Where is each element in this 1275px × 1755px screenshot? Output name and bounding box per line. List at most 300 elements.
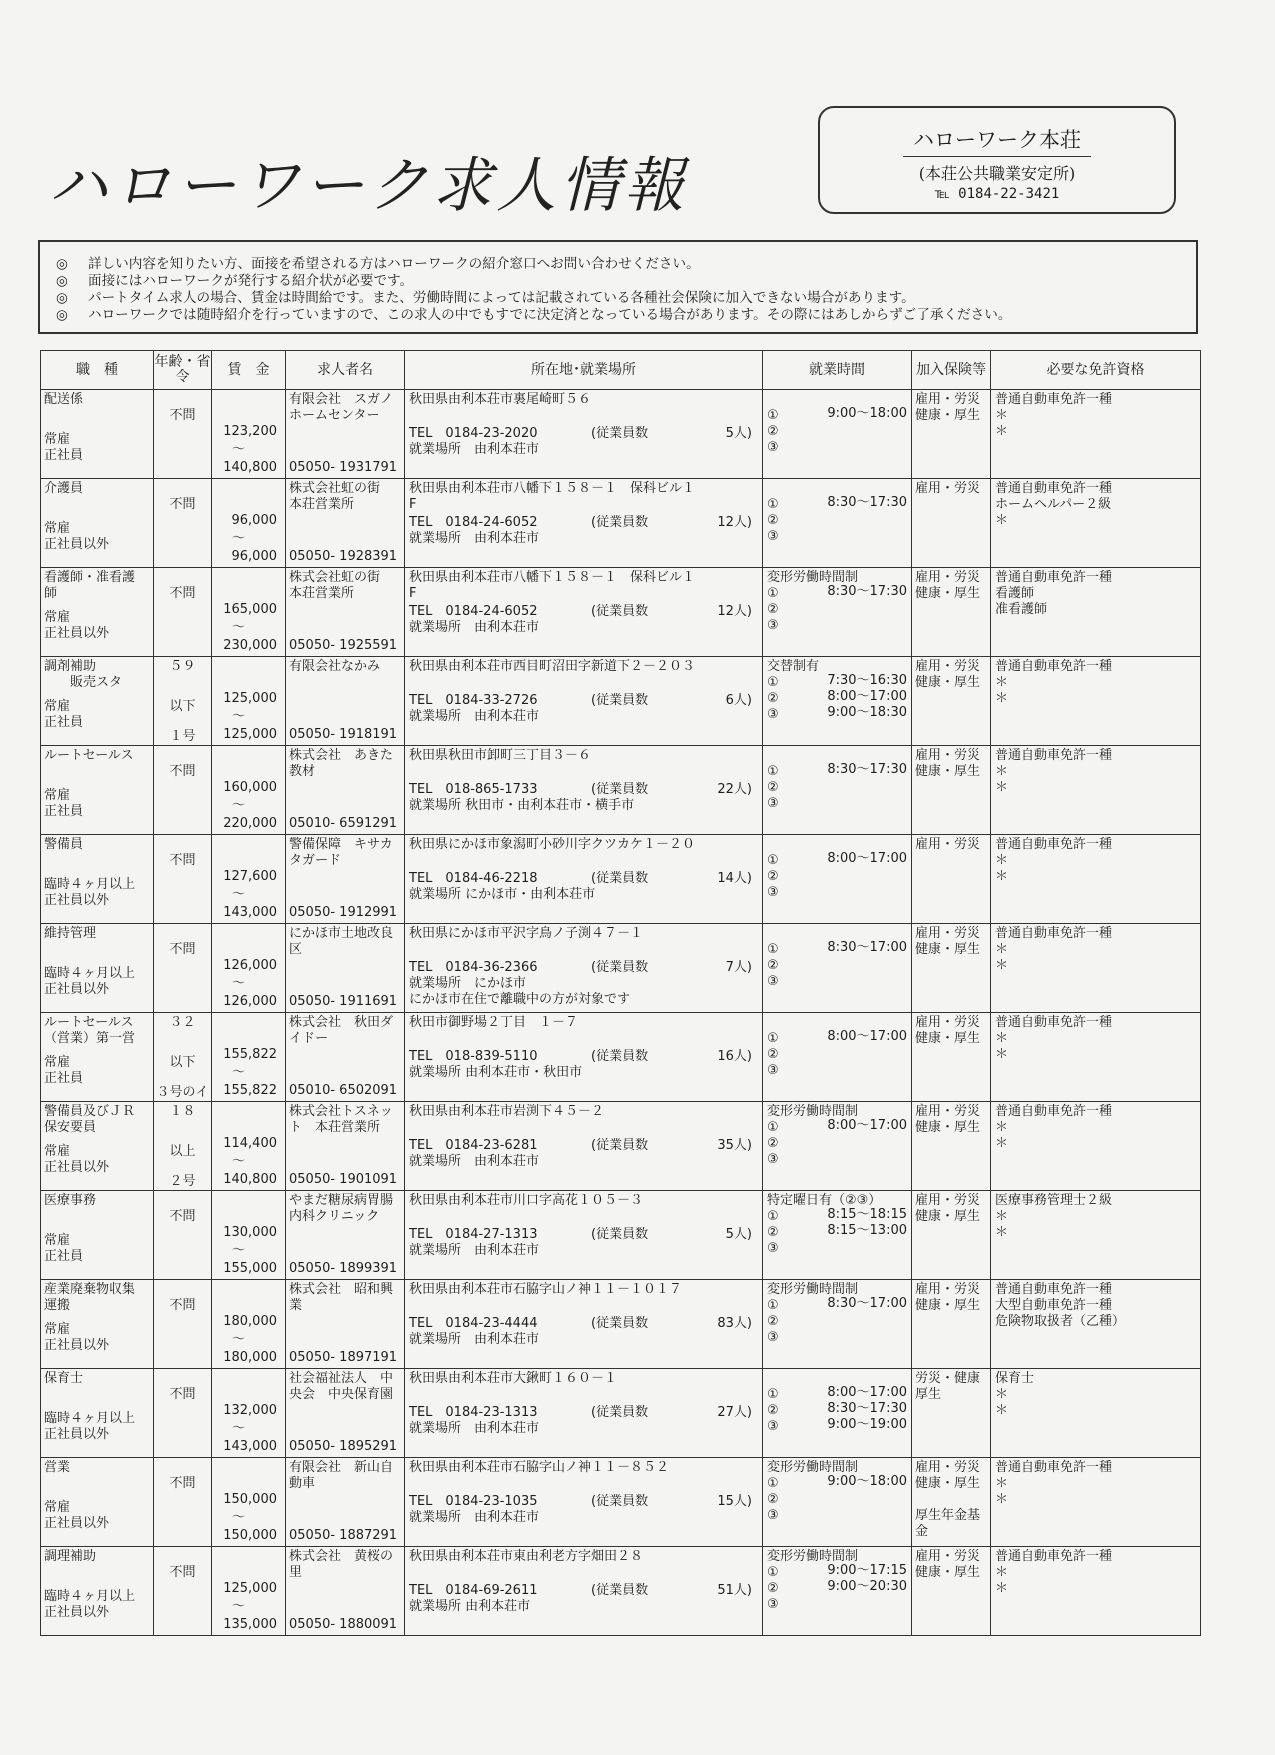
employer-name: 有限会社 スガノホームセンター	[289, 392, 394, 423]
license-item: ＊	[995, 1403, 1009, 1418]
insurance-line: 健康・厚生	[915, 1031, 981, 1046]
employment-type: 常雇	[44, 1500, 71, 1515]
employer-cell	[286, 1102, 405, 1191]
insurance-cell	[912, 479, 991, 568]
employer-cell	[286, 1191, 405, 1280]
age-none: 不問	[169, 764, 196, 779]
table-row	[41, 390, 1201, 479]
employer-name: 株式会社トスネット 本荘営業所	[289, 1104, 393, 1135]
employment-status: 正社員	[44, 1249, 84, 1264]
employment-status: 正社員以外	[44, 893, 110, 908]
insurance-line: 雇用・労災	[915, 1015, 981, 1030]
phone: TEL 0184-24-6052	[409, 604, 538, 619]
license-item: 普通自動車免許一種	[995, 659, 1113, 674]
job-number: 05050- 1897191	[289, 1350, 398, 1365]
staff-label: (従業員数	[591, 1405, 649, 1420]
employer-cell	[286, 924, 405, 1013]
phone: TEL 0184-27-1313	[409, 1227, 538, 1242]
license-item: ＊	[995, 1209, 1009, 1224]
employer-name: 社会福祉法人 中央会 中央保育園	[289, 1371, 394, 1402]
job-cell	[41, 1191, 154, 1280]
license-item: 普通自動車免許一種	[995, 1015, 1113, 1030]
job-title: 産業廃棄物収集	[44, 1282, 136, 1297]
double-circle-icon: ◎	[56, 307, 68, 323]
shift-marker: ②	[767, 513, 779, 528]
staff-count: 5人)	[725, 426, 752, 441]
age-none: 不問	[169, 1387, 196, 1402]
workplace: 就業場所 由利本荘市	[409, 442, 540, 457]
address-cell	[405, 746, 763, 835]
phone: TEL 0184-36-2366	[409, 960, 538, 975]
age-ordinance: ３号のイ	[156, 1085, 209, 1100]
shift-marker: ①	[767, 1031, 779, 1046]
phone: TEL 0184-23-1035	[409, 1494, 538, 1509]
employer-cell	[286, 568, 405, 657]
workplace: 就業場所 由利本荘市・秋田市	[409, 1065, 583, 1080]
address-cell	[405, 568, 763, 657]
job-cell	[41, 568, 154, 657]
address-cell	[405, 1547, 763, 1636]
job-number: 05050- 1901091	[289, 1172, 398, 1187]
license-item: ＊	[995, 675, 1009, 690]
employment-status: 正社員以外	[44, 1338, 110, 1353]
employer-name: 株式会社 昭和興業	[289, 1282, 394, 1313]
license-item: 普通自動車免許一種	[995, 570, 1113, 585]
notice-item	[56, 256, 1196, 273]
age-cell	[154, 746, 212, 835]
office-phone: ℡ 0184-22-3421	[934, 186, 1060, 202]
employer-cell	[286, 657, 405, 746]
insurance-line: 雇用・労災	[915, 1460, 981, 1475]
wage-min: 126,000	[223, 958, 277, 973]
table-row	[41, 1280, 1201, 1369]
shift-marker: ②	[767, 1403, 779, 1418]
header-job: 職 種	[41, 351, 154, 390]
wage-min: 123,200	[223, 424, 277, 439]
shift-time: 8:30〜17:30	[827, 762, 907, 777]
workplace: 就業場所 由利本荘市	[409, 1154, 540, 1169]
job-title-cont: 販売スタ	[44, 675, 123, 690]
employment-type: 常雇	[44, 521, 71, 536]
license-item: 危険物取扱者（乙種）	[995, 1314, 1126, 1329]
age-limit: ５９	[169, 659, 196, 674]
wage-cell	[212, 835, 286, 924]
insurance-line: 健康・厚生	[915, 1565, 981, 1580]
address: 秋田県由利本荘市岩渕下４５－２	[409, 1104, 605, 1119]
job-cell	[41, 1547, 154, 1636]
shift-marker: ②	[767, 1492, 779, 1507]
shift-time: 9:00〜18:00	[827, 1474, 907, 1489]
job-number: 05050- 1899391	[289, 1261, 398, 1276]
shift-marker: ③	[767, 1330, 779, 1345]
employment-type: 常雇	[44, 610, 71, 625]
job-cell	[41, 479, 154, 568]
employment-status: 正社員以外	[44, 1427, 110, 1442]
insurance-cell	[912, 746, 991, 835]
insurance-line: 健康・厚生	[915, 1120, 981, 1135]
wage-range-mark: 〜	[231, 976, 245, 991]
address: 秋田県由利本荘市八幡下１５８－１ 保科ビル１	[409, 481, 696, 496]
license-cell	[991, 924, 1201, 1013]
employer-cell	[286, 1458, 405, 1547]
shift-marker: ①	[767, 942, 779, 957]
insurance-line: 雇用・労災	[915, 1549, 981, 1564]
shift-marker: ③	[767, 529, 779, 544]
job-number: 05050- 1931791	[289, 460, 398, 475]
job-cell	[41, 924, 154, 1013]
wage-range-mark: 〜	[231, 1154, 245, 1169]
employer-name: 株式会社 秋田ダイドー	[289, 1015, 394, 1046]
age-cell	[154, 479, 212, 568]
shift-marker: ③	[767, 1597, 779, 1612]
shift-marker: ①	[767, 1565, 779, 1580]
employer-name: 株式会社虹の街 本荘営業所	[289, 570, 394, 601]
shift-marker: ①	[767, 408, 779, 423]
wage-cell	[212, 1547, 286, 1636]
license-item: ＊	[995, 1476, 1009, 1491]
workplace: 就業場所 由利本荘市	[409, 709, 540, 724]
shift-time: 8:00〜17:00	[827, 851, 907, 866]
shift-marker: ②	[767, 1225, 779, 1240]
phone: TEL 0184-46-2218	[409, 871, 538, 886]
hours-note: 特定曜日有（②③）	[767, 1193, 882, 1208]
age-ordinance: ２号	[169, 1174, 196, 1189]
wage-min: 155,822	[223, 1047, 277, 1062]
hours-note: 変形労働時間制	[767, 1460, 859, 1475]
license-item: ＊	[995, 1581, 1009, 1596]
header-hours: 就業時間	[763, 351, 912, 390]
wage-range-mark: 〜	[231, 1065, 245, 1080]
hours-cell	[763, 924, 912, 1013]
age-none: 不問	[169, 586, 196, 601]
workplace: 就業場所 由利本荘市	[409, 1421, 540, 1436]
employment-type: 常雇	[44, 432, 71, 447]
employer-cell	[286, 390, 405, 479]
notice-text: ハローワークでは随時紹介を行っていますので、この求人の中でもすでに決定済となっている場合があります。その際にはあしからずご了承ください。	[88, 307, 1012, 323]
job-number: 05010- 6502091	[289, 1083, 398, 1098]
job-title: 介護員	[44, 481, 84, 496]
header-employer: 求人者名	[286, 351, 405, 390]
wage-range-mark: 〜	[231, 887, 245, 902]
license-cell	[991, 657, 1201, 746]
insurance-line: 雇用・労災	[915, 659, 981, 674]
table-row	[41, 1547, 1201, 1636]
insurance-line: 雇用・労災	[915, 570, 981, 585]
license-cell	[991, 1013, 1201, 1102]
staff-label: (従業員数	[591, 1494, 649, 1509]
address: 秋田県由利本荘市東由利老方字畑田２８	[409, 1549, 644, 1564]
job-title: 調理補助	[44, 1549, 97, 1564]
insurance-line: 雇用・労災	[915, 481, 981, 496]
shift-time: 8:30〜17:30	[827, 1401, 907, 1416]
age-limit-type: 以下	[169, 1055, 196, 1070]
hours-cell	[763, 1458, 912, 1547]
shift-marker: ②	[767, 780, 779, 795]
wage-cell	[212, 1191, 286, 1280]
wage-cell	[212, 657, 286, 746]
address: 秋田市御野場２丁目 １－７	[409, 1015, 579, 1030]
age-none: 不問	[169, 1565, 196, 1580]
job-title: 警備員及びＪＲ	[44, 1104, 136, 1119]
shift-marker: ①	[767, 1476, 779, 1491]
staff-count: 35人)	[717, 1138, 752, 1153]
phone: TEL 0184-23-6281	[409, 1138, 538, 1153]
job-title: 維持管理	[44, 926, 97, 941]
shift-marker: ③	[767, 1241, 779, 1256]
shift-time: 9:00〜17:15	[827, 1563, 907, 1578]
staff-count: 22人)	[717, 782, 752, 797]
job-cell	[41, 390, 154, 479]
staff-count: 14人)	[717, 871, 752, 886]
age-cell	[154, 1547, 212, 1636]
wage-range-mark: 〜	[231, 709, 245, 724]
address: 秋田県由利本荘市西目町沼田字新道下２－２０３	[409, 659, 696, 674]
shift-marker: ③	[767, 707, 779, 722]
address-cell	[405, 390, 763, 479]
job-title-cont: 保安要員	[44, 1120, 97, 1135]
wage-cell	[212, 568, 286, 657]
license-item: ＊	[995, 764, 1009, 779]
shift-marker: ①	[767, 1298, 779, 1313]
wage-cell	[212, 390, 286, 479]
job-title: 調剤補助	[44, 659, 97, 674]
license-cell	[991, 1102, 1201, 1191]
wage-max: 140,800	[223, 460, 277, 475]
shift-marker: ①	[767, 764, 779, 779]
address: 秋田県秋田市卸町三丁目３－６	[409, 748, 592, 763]
license-item: 普通自動車免許一種	[995, 392, 1113, 407]
age-cell	[154, 1191, 212, 1280]
employment-status: 正社員以外	[44, 626, 110, 641]
address: 秋田県由利本荘市川口字高花１０５－３	[409, 1193, 644, 1208]
employer-cell	[286, 479, 405, 568]
workplace: 就業場所 秋田市・由利本荘市・横手市	[409, 798, 635, 813]
staff-count: 83人)	[717, 1316, 752, 1331]
wage-max: 96,000	[231, 549, 277, 564]
license-cell	[991, 1458, 1201, 1547]
employment-type: 常雇	[44, 788, 71, 803]
employment-type: 臨時４ヶ月以上	[44, 966, 136, 981]
job-cell	[41, 1280, 154, 1369]
office-name: ハローワーク本荘	[903, 124, 1091, 157]
license-item: 普通自動車免許一種	[995, 1104, 1113, 1119]
staff-label: (従業員数	[591, 1583, 649, 1598]
shift-marker: ③	[767, 1419, 779, 1434]
table-row	[41, 924, 1201, 1013]
workplace: 就業場所 由利本荘市	[409, 1243, 540, 1258]
job-title: 営業	[44, 1460, 71, 1475]
hours-note: 変形労働時間制	[767, 1282, 859, 1297]
hours-cell	[763, 390, 912, 479]
insurance-cell	[912, 568, 991, 657]
employment-status: 正社員以外	[44, 1605, 110, 1620]
workplace: 就業場所 由利本荘市	[409, 1599, 531, 1614]
wage-max: 143,000	[223, 1439, 277, 1454]
insurance-line: 健康・厚生	[915, 942, 981, 957]
shift-time: 8:30〜17:00	[827, 1296, 907, 1311]
address-cell	[405, 1369, 763, 1458]
employer-name: 有限会社なかみ	[289, 659, 381, 674]
license-item: ＊	[995, 1047, 1009, 1062]
license-item: ＊	[995, 1225, 1009, 1240]
insurance-line: 雇用・労災	[915, 392, 981, 407]
shift-marker: ②	[767, 602, 779, 617]
office-info-box	[818, 106, 1176, 214]
job-title-cont: （営業）第一営	[44, 1031, 136, 1046]
license-item: ＊	[995, 691, 1009, 706]
insurance-line: 雇用・労災	[915, 926, 981, 941]
insurance-line: 健康・厚生	[915, 586, 981, 601]
age-cell	[154, 390, 212, 479]
wage-max: 150,000	[223, 1528, 277, 1543]
shift-time: 8:00〜17:00	[827, 689, 907, 704]
age-cell	[154, 568, 212, 657]
hours-cell	[763, 1547, 912, 1636]
address-cell	[405, 1013, 763, 1102]
employer-name: 有限会社 新山自動車	[289, 1460, 394, 1491]
shift-marker: ②	[767, 1314, 779, 1329]
wage-min: 127,600	[223, 869, 277, 884]
hours-cell	[763, 479, 912, 568]
job-cell	[41, 657, 154, 746]
license-cell	[991, 1191, 1201, 1280]
header-age: 年齢・省令	[154, 351, 212, 390]
wage-max: 155,822	[223, 1083, 277, 1098]
age-cell	[154, 1458, 212, 1547]
address-cell	[405, 924, 763, 1013]
hours-cell	[763, 568, 912, 657]
wage-max: 143,000	[223, 905, 277, 920]
staff-count: 16人)	[717, 1049, 752, 1064]
employer-name: にかほ市土地改良区	[289, 926, 394, 957]
age-none: 不問	[169, 942, 196, 957]
shift-time: 8:15〜18:15	[827, 1207, 907, 1222]
insurance-line: 厚生年金基	[915, 1508, 981, 1523]
wage-cell	[212, 1102, 286, 1191]
shift-time: 8:30〜17:00	[827, 940, 907, 955]
insurance-line: 雇用・労災	[915, 1282, 981, 1297]
license-cell	[991, 1369, 1201, 1458]
insurance-line: 健康・厚生	[915, 675, 981, 690]
wage-cell	[212, 924, 286, 1013]
table-row	[41, 835, 1201, 924]
shift-marker: ①	[767, 675, 779, 690]
job-number: 05050- 1895291	[289, 1439, 398, 1454]
insurance-cell	[912, 924, 991, 1013]
shift-time: 9:00〜18:30	[827, 705, 907, 720]
wage-max: 220,000	[223, 816, 277, 831]
license-item: 普通自動車免許一種	[995, 1460, 1113, 1475]
employment-type: 臨時４ヶ月以上	[44, 1589, 136, 1604]
employer-name: 株式会社虹の街 本荘営業所	[289, 481, 394, 512]
wage-cell	[212, 1369, 286, 1458]
employer-cell	[286, 1013, 405, 1102]
job-title-cont: 師	[44, 586, 58, 601]
job-number: 05050- 1928391	[289, 549, 398, 564]
staff-label: (従業員数	[591, 1316, 649, 1331]
insurance-line: 健康・厚生	[915, 1209, 981, 1224]
hours-note: 変形労働時間制	[767, 1549, 859, 1564]
wage-min: 130,000	[223, 1225, 277, 1240]
employment-type: 臨時４ヶ月以上	[44, 877, 136, 892]
license-cell	[991, 1547, 1201, 1636]
wage-max: 140,800	[223, 1172, 277, 1187]
staff-count: 15人)	[717, 1494, 752, 1509]
job-cell	[41, 1458, 154, 1547]
wage-range-mark: 〜	[231, 1421, 245, 1436]
staff-label: (従業員数	[591, 515, 649, 530]
insurance-cell	[912, 390, 991, 479]
double-circle-icon: ◎	[56, 290, 68, 306]
address-cont: F	[409, 497, 417, 512]
staff-label: (従業員数	[591, 871, 649, 886]
wage-range-mark: 〜	[231, 1599, 245, 1614]
staff-label: (従業員数	[591, 1049, 649, 1064]
shift-time: 8:15〜13:00	[827, 1223, 907, 1238]
insurance-line: 雇用・労災	[915, 1104, 981, 1119]
table-row	[41, 1369, 1201, 1458]
shift-marker: ①	[767, 853, 779, 868]
address-cell	[405, 1458, 763, 1547]
license-item: 大型自動車免許一種	[995, 1298, 1113, 1313]
employment-status: 正社員以外	[44, 982, 110, 997]
insurance-line: 健康・厚生	[915, 764, 981, 779]
employment-type: 常雇	[44, 1144, 71, 1159]
insurance-line: 雇用・労災	[915, 837, 981, 852]
license-cell	[991, 835, 1201, 924]
phone: TEL 018-839-5110	[409, 1049, 538, 1064]
address: 秋田県由利本荘市石脇字山ノ神１１－８５２	[409, 1460, 670, 1475]
age-none: 不問	[169, 853, 196, 868]
employment-type: 常雇	[44, 1055, 71, 1070]
workplace: 就業場所 由利本荘市	[409, 531, 540, 546]
employer-cell	[286, 1280, 405, 1369]
employer-cell	[286, 1369, 405, 1458]
shift-time: 8:00〜17:00	[827, 1029, 907, 1044]
job-title: ルートセールス	[44, 748, 134, 763]
staff-label: (従業員数	[591, 693, 649, 708]
job-number: 05050- 1918191	[289, 727, 398, 742]
wage-min: 125,000	[223, 1581, 277, 1596]
address-cell	[405, 1280, 763, 1369]
wage-max: 230,000	[223, 638, 277, 653]
staff-label: (従業員数	[591, 604, 649, 619]
wage-range-mark: 〜	[231, 1243, 245, 1258]
insurance-line: 健康・厚生	[915, 1298, 981, 1313]
license-item: 普通自動車免許一種	[995, 1549, 1113, 1564]
shift-time: 8:30〜17:30	[827, 584, 907, 599]
job-title-cont: 運搬	[44, 1298, 71, 1313]
staff-label: (従業員数	[591, 426, 649, 441]
license-item: ＊	[995, 1031, 1009, 1046]
address: 秋田県由利本荘市裏尾崎町５６	[409, 392, 592, 407]
address-cell	[405, 479, 763, 568]
age-cell	[154, 835, 212, 924]
table-row	[41, 1458, 1201, 1547]
license-item: ＊	[995, 1492, 1009, 1507]
header-address: 所在地･就業場所	[405, 351, 763, 390]
staff-label: (従業員数	[591, 1227, 649, 1242]
insurance-cell	[912, 1280, 991, 1369]
job-cell	[41, 1013, 154, 1102]
table-row	[41, 746, 1201, 835]
table-header-row	[41, 351, 1201, 390]
insurance-cell	[912, 1458, 991, 1547]
employer-cell	[286, 1547, 405, 1636]
workplace: 就業場所 にかほ市	[409, 976, 527, 991]
shift-time: 9:00〜19:00	[827, 1417, 907, 1432]
wage-cell	[212, 746, 286, 835]
